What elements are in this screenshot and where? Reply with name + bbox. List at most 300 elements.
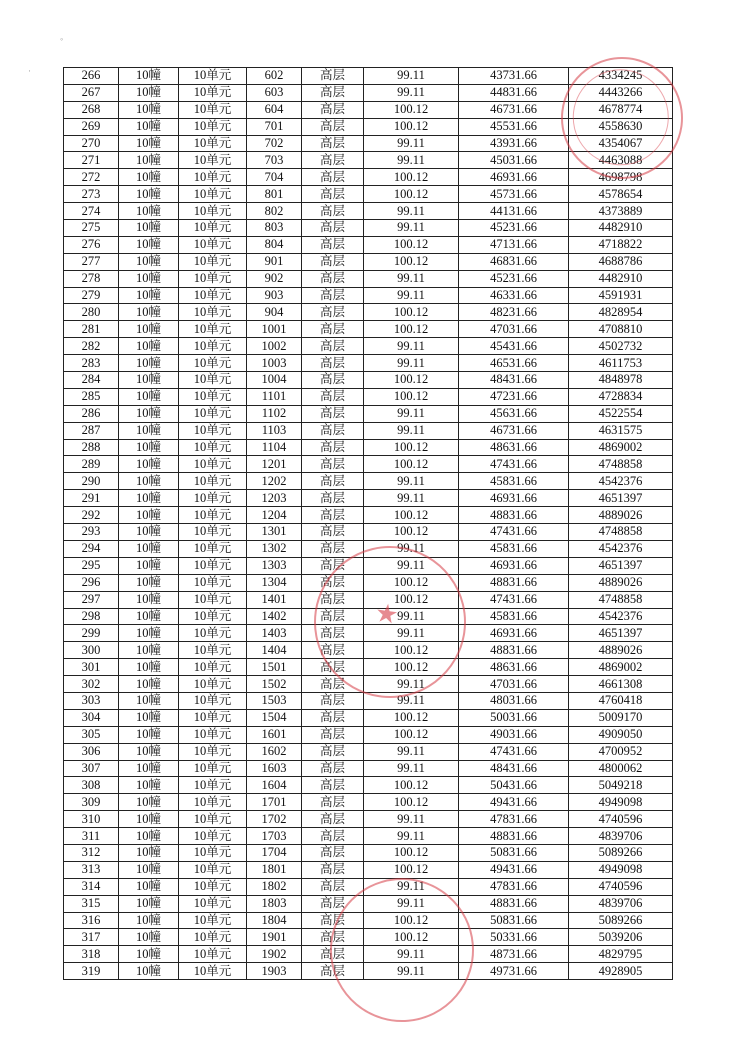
no-cell: 300: [64, 642, 119, 659]
total-price-cell: 4522554: [569, 405, 673, 422]
room-cell: 1002: [247, 338, 302, 355]
no-cell: 290: [64, 473, 119, 490]
no-cell: 296: [64, 574, 119, 591]
total-price-cell: 5009170: [569, 709, 673, 726]
room-cell: 804: [247, 236, 302, 253]
building-cell: 10幢: [119, 490, 179, 507]
area-cell: 99.11: [364, 828, 459, 845]
total-price-cell: 4949098: [569, 794, 673, 811]
no-cell: 288: [64, 439, 119, 456]
room-cell: 1503: [247, 692, 302, 709]
table-row: [64, 270, 673, 287]
area-cell: 99.11: [364, 625, 459, 642]
table-row: [64, 304, 673, 321]
table-row: [64, 186, 673, 203]
floor-type-cell: 高层: [302, 135, 364, 152]
unit-price-cell: 46331.66: [459, 287, 569, 304]
area-cell: 99.11: [364, 878, 459, 895]
table-body: [64, 68, 673, 980]
area-cell: 100.12: [364, 659, 459, 676]
unit-cell: 10单元: [179, 844, 247, 861]
unit-cell: 10单元: [179, 878, 247, 895]
table-row: [64, 220, 673, 237]
unit-price-cell: 47431.66: [459, 743, 569, 760]
table-row: [64, 524, 673, 541]
total-price-cell: 4728834: [569, 388, 673, 405]
unit-price-cell: 50831.66: [459, 844, 569, 861]
total-price-cell: 4334245: [569, 68, 673, 85]
building-cell: 10幢: [119, 169, 179, 186]
unit-price-cell: 44131.66: [459, 203, 569, 220]
floor-type-cell: 高层: [302, 253, 364, 270]
no-cell: 318: [64, 946, 119, 963]
building-cell: 10幢: [119, 676, 179, 693]
total-price-cell: 4748858: [569, 524, 673, 541]
area-cell: 100.12: [364, 118, 459, 135]
building-cell: 10幢: [119, 338, 179, 355]
floor-type-cell: 高层: [302, 676, 364, 693]
building-cell: 10幢: [119, 456, 179, 473]
no-cell: 273: [64, 186, 119, 203]
room-cell: 604: [247, 101, 302, 118]
area-cell: 99.11: [364, 608, 459, 625]
room-cell: 1802: [247, 878, 302, 895]
table-row: [64, 692, 673, 709]
no-cell: 294: [64, 540, 119, 557]
floor-type-cell: 高层: [302, 405, 364, 422]
table-row: [64, 321, 673, 338]
room-cell: 1301: [247, 524, 302, 541]
unit-price-cell: 44831.66: [459, 84, 569, 101]
room-cell: 1501: [247, 659, 302, 676]
scan-speck: ◦: [60, 34, 64, 44]
table-row: [64, 388, 673, 405]
room-cell: 702: [247, 135, 302, 152]
floor-type-cell: 高层: [302, 794, 364, 811]
floor-type-cell: 高层: [302, 878, 364, 895]
table-row: [64, 878, 673, 895]
unit-price-cell: 46731.66: [459, 101, 569, 118]
table-row: [64, 929, 673, 946]
floor-type-cell: 高层: [302, 726, 364, 743]
building-cell: 10幢: [119, 118, 179, 135]
area-cell: 100.12: [364, 861, 459, 878]
area-cell: 99.11: [364, 152, 459, 169]
unit-price-cell: 49731.66: [459, 963, 569, 980]
total-price-cell: 4718822: [569, 236, 673, 253]
no-cell: 301: [64, 659, 119, 676]
table-row: [64, 169, 673, 186]
area-cell: 99.11: [364, 287, 459, 304]
floor-type-cell: 高层: [302, 659, 364, 676]
area-cell: 100.12: [364, 726, 459, 743]
floor-type-cell: 高层: [302, 338, 364, 355]
total-price-cell: 4578654: [569, 186, 673, 203]
no-cell: 284: [64, 372, 119, 389]
unit-cell: 10单元: [179, 287, 247, 304]
area-cell: 100.12: [364, 456, 459, 473]
unit-cell: 10单元: [179, 625, 247, 642]
area-cell: 100.12: [364, 388, 459, 405]
no-cell: 312: [64, 844, 119, 861]
floor-type-cell: 高层: [302, 777, 364, 794]
unit-cell: 10单元: [179, 338, 247, 355]
room-cell: 1001: [247, 321, 302, 338]
floor-type-cell: 高层: [302, 321, 364, 338]
unit-price-cell: 47431.66: [459, 456, 569, 473]
area-cell: 100.12: [364, 574, 459, 591]
table-row: [64, 355, 673, 372]
no-cell: 293: [64, 524, 119, 541]
unit-cell: 10单元: [179, 186, 247, 203]
room-cell: 904: [247, 304, 302, 321]
floor-type-cell: 高层: [302, 844, 364, 861]
room-cell: 1504: [247, 709, 302, 726]
total-price-cell: 4443266: [569, 84, 673, 101]
no-cell: 268: [64, 101, 119, 118]
unit-cell: 10单元: [179, 355, 247, 372]
building-cell: 10幢: [119, 777, 179, 794]
no-cell: 304: [64, 709, 119, 726]
no-cell: 319: [64, 963, 119, 980]
unit-cell: 10单元: [179, 203, 247, 220]
no-cell: 308: [64, 777, 119, 794]
area-cell: 100.12: [364, 321, 459, 338]
unit-price-cell: 48831.66: [459, 895, 569, 912]
unit-price-cell: 45431.66: [459, 338, 569, 355]
room-cell: 1604: [247, 777, 302, 794]
building-cell: 10幢: [119, 929, 179, 946]
room-cell: 803: [247, 220, 302, 237]
total-price-cell: 4909050: [569, 726, 673, 743]
unit-cell: 10单元: [179, 557, 247, 574]
no-cell: 286: [64, 405, 119, 422]
table-row: [64, 101, 673, 118]
floor-type-cell: 高层: [302, 372, 364, 389]
table-row: [64, 760, 673, 777]
unit-price-cell: 46931.66: [459, 625, 569, 642]
table-row: [64, 68, 673, 85]
table-row: [64, 861, 673, 878]
room-cell: 1101: [247, 388, 302, 405]
floor-type-cell: 高层: [302, 287, 364, 304]
room-cell: 704: [247, 169, 302, 186]
unit-price-cell: 45631.66: [459, 405, 569, 422]
unit-price-cell: 48431.66: [459, 760, 569, 777]
area-cell: 100.12: [364, 777, 459, 794]
unit-cell: 10单元: [179, 760, 247, 777]
floor-type-cell: 高层: [302, 304, 364, 321]
no-cell: 306: [64, 743, 119, 760]
floor-type-cell: 高层: [302, 220, 364, 237]
unit-cell: 10单元: [179, 135, 247, 152]
floor-type-cell: 高层: [302, 473, 364, 490]
total-price-cell: 4829795: [569, 946, 673, 963]
room-cell: 1801: [247, 861, 302, 878]
total-price-cell: 4373889: [569, 203, 673, 220]
building-cell: 10幢: [119, 811, 179, 828]
table-row: [64, 456, 673, 473]
total-price-cell: 4482910: [569, 220, 673, 237]
table-row: [64, 236, 673, 253]
building-cell: 10幢: [119, 473, 179, 490]
room-cell: 1302: [247, 540, 302, 557]
unit-cell: 10单元: [179, 642, 247, 659]
total-price-cell: 4661308: [569, 676, 673, 693]
unit-price-cell: 47231.66: [459, 388, 569, 405]
total-price-cell: 4354067: [569, 135, 673, 152]
floor-type-cell: 高层: [302, 388, 364, 405]
no-cell: 276: [64, 236, 119, 253]
floor-type-cell: 高层: [302, 861, 364, 878]
no-cell: 313: [64, 861, 119, 878]
room-cell: 903: [247, 287, 302, 304]
area-cell: 99.11: [364, 963, 459, 980]
unit-price-cell: 46831.66: [459, 253, 569, 270]
room-cell: 1602: [247, 743, 302, 760]
table-row: [64, 338, 673, 355]
building-cell: 10幢: [119, 760, 179, 777]
unit-price-cell: 46931.66: [459, 557, 569, 574]
building-cell: 10幢: [119, 743, 179, 760]
unit-cell: 10单元: [179, 743, 247, 760]
no-cell: 270: [64, 135, 119, 152]
area-cell: 99.11: [364, 760, 459, 777]
unit-cell: 10单元: [179, 236, 247, 253]
building-cell: 10幢: [119, 591, 179, 608]
unit-price-cell: 47131.66: [459, 236, 569, 253]
floor-type-cell: 高层: [302, 929, 364, 946]
unit-cell: 10单元: [179, 861, 247, 878]
building-cell: 10幢: [119, 946, 179, 963]
building-cell: 10幢: [119, 236, 179, 253]
building-cell: 10幢: [119, 844, 179, 861]
floor-type-cell: 高层: [302, 118, 364, 135]
no-cell: 266: [64, 68, 119, 85]
floor-type-cell: 高层: [302, 709, 364, 726]
area-cell: 100.12: [364, 642, 459, 659]
room-cell: 1703: [247, 828, 302, 845]
building-cell: 10幢: [119, 388, 179, 405]
area-cell: 99.11: [364, 811, 459, 828]
unit-cell: 10单元: [179, 659, 247, 676]
no-cell: 302: [64, 676, 119, 693]
unit-price-cell: 48031.66: [459, 692, 569, 709]
floor-type-cell: 高层: [302, 912, 364, 929]
building-cell: 10幢: [119, 895, 179, 912]
no-cell: 305: [64, 726, 119, 743]
area-cell: 99.11: [364, 743, 459, 760]
total-price-cell: 4828954: [569, 304, 673, 321]
room-cell: 1103: [247, 422, 302, 439]
total-price-cell: 5039206: [569, 929, 673, 946]
area-cell: 99.11: [364, 355, 459, 372]
room-cell: 1403: [247, 625, 302, 642]
room-cell: 1902: [247, 946, 302, 963]
area-cell: 100.12: [364, 186, 459, 203]
unit-price-cell: 48631.66: [459, 439, 569, 456]
total-price-cell: 4869002: [569, 439, 673, 456]
unit-price-cell: 48231.66: [459, 304, 569, 321]
floor-type-cell: 高层: [302, 625, 364, 642]
building-cell: 10幢: [119, 152, 179, 169]
total-price-cell: 4748858: [569, 456, 673, 473]
area-cell: 99.11: [364, 676, 459, 693]
floor-type-cell: 高层: [302, 236, 364, 253]
building-cell: 10幢: [119, 253, 179, 270]
unit-price-cell: 45831.66: [459, 608, 569, 625]
room-cell: 1202: [247, 473, 302, 490]
unit-cell: 10单元: [179, 608, 247, 625]
table-row: [64, 777, 673, 794]
official-seal-center: ★: [304, 536, 476, 708]
area-cell: 99.11: [364, 338, 459, 355]
total-price-cell: 4800062: [569, 760, 673, 777]
building-cell: 10幢: [119, 794, 179, 811]
unit-price-cell: 46531.66: [459, 355, 569, 372]
table-row: [64, 473, 673, 490]
table-row: [64, 422, 673, 439]
building-cell: 10幢: [119, 557, 179, 574]
building-cell: 10幢: [119, 186, 179, 203]
table-row: [64, 118, 673, 135]
room-cell: 1702: [247, 811, 302, 828]
building-cell: 10幢: [119, 912, 179, 929]
total-price-cell: 4740596: [569, 878, 673, 895]
room-cell: 603: [247, 84, 302, 101]
room-cell: 703: [247, 152, 302, 169]
unit-cell: 10单元: [179, 912, 247, 929]
floor-type-cell: 高层: [302, 574, 364, 591]
floor-type-cell: 高层: [302, 203, 364, 220]
room-cell: 1404: [247, 642, 302, 659]
room-cell: 1701: [247, 794, 302, 811]
no-cell: 317: [64, 929, 119, 946]
no-cell: 274: [64, 203, 119, 220]
room-cell: 802: [247, 203, 302, 220]
unit-cell: 10单元: [179, 439, 247, 456]
unit-price-cell: 43931.66: [459, 135, 569, 152]
unit-price-cell: 47031.66: [459, 676, 569, 693]
unit-cell: 10单元: [179, 709, 247, 726]
area-cell: 99.11: [364, 557, 459, 574]
table-row: [64, 608, 673, 625]
unit-price-cell: 47831.66: [459, 811, 569, 828]
unit-price-cell: 49431.66: [459, 794, 569, 811]
table-row: [64, 135, 673, 152]
total-price-cell: 4839706: [569, 828, 673, 845]
floor-type-cell: 高层: [302, 422, 364, 439]
floor-type-cell: 高层: [302, 507, 364, 524]
unit-price-cell: 46731.66: [459, 422, 569, 439]
building-cell: 10幢: [119, 608, 179, 625]
unit-price-cell: 49031.66: [459, 726, 569, 743]
building-cell: 10幢: [119, 878, 179, 895]
unit-cell: 10单元: [179, 524, 247, 541]
building-cell: 10幢: [119, 963, 179, 980]
no-cell: 271: [64, 152, 119, 169]
floor-type-cell: 高层: [302, 642, 364, 659]
table-row: [64, 895, 673, 912]
building-cell: 10幢: [119, 659, 179, 676]
floor-type-cell: 高层: [302, 456, 364, 473]
unit-price-cell: 48631.66: [459, 659, 569, 676]
table-row: [64, 574, 673, 591]
no-cell: 267: [64, 84, 119, 101]
no-cell: 310: [64, 811, 119, 828]
unit-price-cell: 43731.66: [459, 68, 569, 85]
total-price-cell: 4591931: [569, 287, 673, 304]
table-row: [64, 726, 673, 743]
room-cell: 1203: [247, 490, 302, 507]
unit-price-cell: 46931.66: [459, 169, 569, 186]
no-cell: 298: [64, 608, 119, 625]
no-cell: 316: [64, 912, 119, 929]
no-cell: 282: [64, 338, 119, 355]
room-cell: 1402: [247, 608, 302, 625]
total-price-cell: 4848978: [569, 372, 673, 389]
total-price-cell: 4928905: [569, 963, 673, 980]
unit-cell: 10单元: [179, 68, 247, 85]
total-price-cell: 4651397: [569, 557, 673, 574]
floor-type-cell: 高层: [302, 101, 364, 118]
no-cell: 295: [64, 557, 119, 574]
table-row: [64, 439, 673, 456]
room-cell: 1803: [247, 895, 302, 912]
unit-cell: 10单元: [179, 270, 247, 287]
room-cell: 902: [247, 270, 302, 287]
building-cell: 10幢: [119, 321, 179, 338]
room-cell: 1003: [247, 355, 302, 372]
total-price-cell: 4463088: [569, 152, 673, 169]
area-cell: 100.12: [364, 929, 459, 946]
no-cell: 278: [64, 270, 119, 287]
unit-cell: 10单元: [179, 963, 247, 980]
building-cell: 10幢: [119, 692, 179, 709]
total-price-cell: 4678774: [569, 101, 673, 118]
total-price-cell: 4482910: [569, 270, 673, 287]
total-price-cell: 4700952: [569, 743, 673, 760]
table-row: [64, 912, 673, 929]
building-cell: 10幢: [119, 625, 179, 642]
area-cell: 100.12: [364, 439, 459, 456]
total-price-cell: 4889026: [569, 574, 673, 591]
unit-cell: 10单元: [179, 405, 247, 422]
floor-type-cell: 高层: [302, 68, 364, 85]
building-cell: 10幢: [119, 405, 179, 422]
no-cell: 315: [64, 895, 119, 912]
table-row: [64, 963, 673, 980]
total-price-cell: 4748858: [569, 591, 673, 608]
unit-cell: 10单元: [179, 253, 247, 270]
area-cell: 100.12: [364, 844, 459, 861]
table-row: [64, 203, 673, 220]
no-cell: 283: [64, 355, 119, 372]
table-row: [64, 946, 673, 963]
building-cell: 10幢: [119, 422, 179, 439]
no-cell: 311: [64, 828, 119, 845]
unit-price-cell: 45731.66: [459, 186, 569, 203]
table-row: [64, 405, 673, 422]
no-cell: 272: [64, 169, 119, 186]
floor-type-cell: 高层: [302, 355, 364, 372]
no-cell: 299: [64, 625, 119, 642]
floor-type-cell: 高层: [302, 439, 364, 456]
total-price-cell: 4542376: [569, 473, 673, 490]
area-cell: 100.12: [364, 304, 459, 321]
unit-cell: 10单元: [179, 726, 247, 743]
no-cell: 279: [64, 287, 119, 304]
